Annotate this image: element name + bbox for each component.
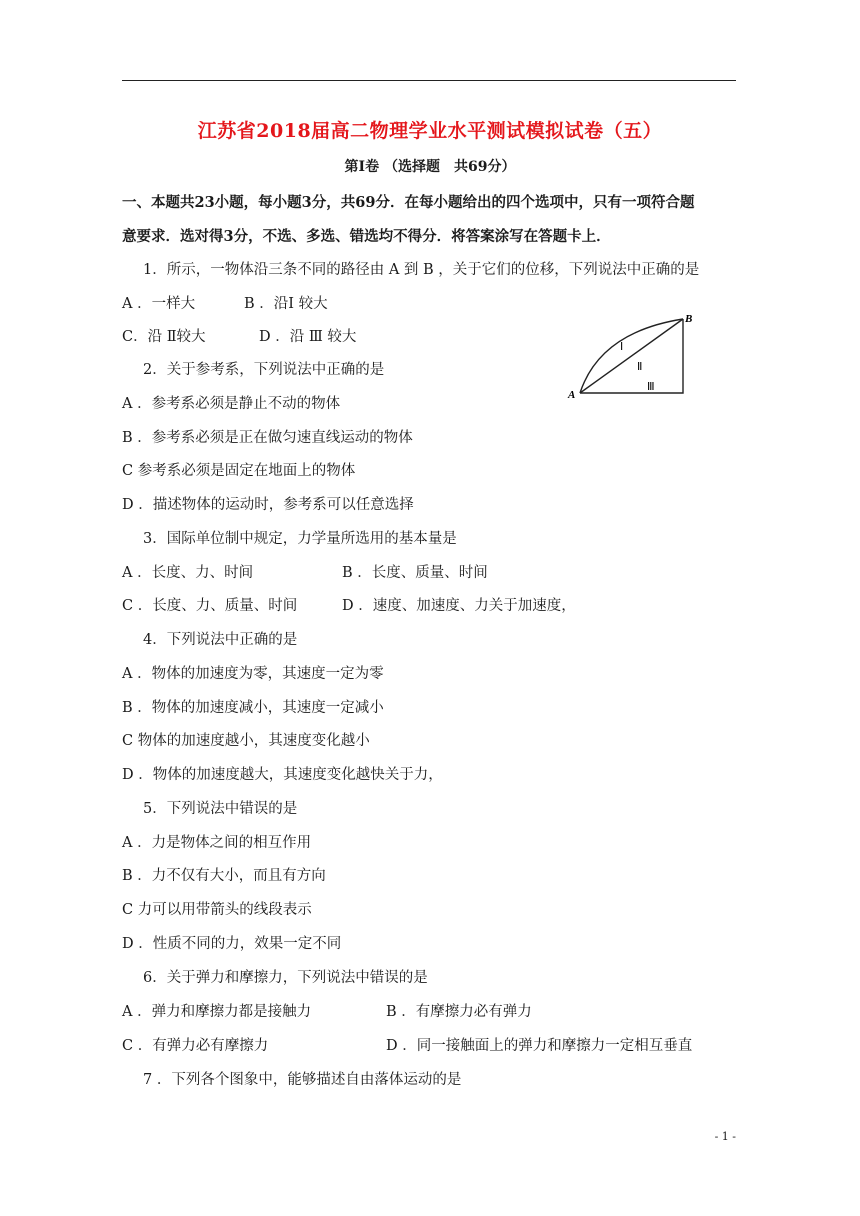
question-2-option-c: C 参考系必须是固定在地面上的物体	[122, 463, 356, 479]
question-4-stem: 4．下列说法中正确的是	[143, 632, 298, 648]
question-3-option-d: D ．速度、加速度、力关于加速度，	[342, 598, 576, 614]
path-diagram-svg	[566, 312, 702, 402]
path-3-label: Ⅲ	[647, 381, 655, 393]
question-4-option-d: D ．物体的加速度越大，其速度变化越快关于力，	[122, 767, 443, 783]
question-1-option-b: B ．沿Ⅰ 较大	[244, 296, 328, 312]
question-3-option-c: C ．长度、力、质量、时间	[122, 598, 298, 614]
path-2-label: Ⅱ	[637, 361, 643, 373]
question-1-option-c: C．沿 Ⅱ较大	[122, 329, 206, 345]
question-3-option-b: B ．长度、质量、时间	[342, 565, 488, 581]
question-5-option-a: A ．力是物体之间的相互作用	[122, 835, 312, 851]
question-6-option-d: D ．同一接触面上的弹力和摩擦力一定相互垂直	[386, 1038, 693, 1054]
question-6-option-b: B ．有摩擦力必有弹力	[386, 1004, 532, 1020]
question-2-stem: 2．关于参考系，下列说法中正确的是	[143, 362, 385, 378]
document-title: 江苏省2018届高二物理学业水平测试模拟试卷（五）	[197, 120, 663, 142]
question-4-option-b: B ．物体的加速度减小，其速度一定减小	[122, 700, 384, 716]
question-5-option-d: D ．性质不同的力，效果一定不同	[122, 936, 342, 952]
question-5-option-c: C 力可以用带箭头的线段表示	[122, 902, 312, 918]
section-subtitle: 第Ⅰ卷 （选择题 共69分）	[344, 159, 516, 175]
question-2-option-d: D ．描述物体的运动时，参考系可以任意选择	[122, 497, 414, 513]
question-5-option-b: B ．力不仅有大小，而且有方向	[122, 868, 326, 884]
instructions-line-2: 意要求．选对得3分，不选、多选、错选均不得分．将答案涂写在答题卡上．	[122, 228, 611, 245]
question-6-option-a: A ．弹力和摩擦力都是接触力	[122, 1004, 312, 1020]
question-4-option-c: C 物体的加速度越小，其速度变化越小	[122, 733, 370, 749]
question-2-option-b: B ．参考系必须是正在做匀速直线运动的物体	[122, 430, 413, 446]
question-7-stem: 7 ．下列各个图象中，能够描述自由落体运动的是	[143, 1072, 462, 1088]
question-6-option-c: C ．有弹力必有摩擦力	[122, 1038, 269, 1054]
point-b-label: B	[685, 313, 693, 325]
question-4-option-a: A ．物体的加速度为零，其速度一定为零	[122, 666, 384, 682]
question-2-option-a: A ．参考系必须是静止不动的物体	[122, 396, 341, 412]
header-rule	[122, 80, 736, 81]
question-1-option-d: D ．沿 Ⅲ 较大	[259, 329, 357, 345]
path-line-2	[580, 319, 683, 393]
page-number: - 1 -	[714, 1130, 736, 1143]
question-3-stem: 3．国际单位制中规定，力学量所选用的基本量是	[143, 531, 457, 547]
question-1-option-a: A ．一样大	[122, 296, 196, 312]
question-5-stem: 5．下列说法中错误的是	[143, 801, 298, 817]
question-3-option-a: A ．长度、力、时间	[122, 565, 254, 581]
question-6-stem: 6．关于弹力和摩擦力，下列说法中错误的是	[143, 970, 428, 986]
instructions-line-1: 一、本题共23小题，每小题3分，共69分．在每小题给出的四个选项中，只有一项符合题	[122, 194, 695, 211]
point-a-label: A	[568, 389, 576, 401]
path-1-label: Ⅰ	[620, 341, 624, 353]
question-1-stem: 1．所示，一物体沿三条不同的路径由 A 到 B ，关于它们的位移，下列说法中正确的是	[143, 262, 700, 278]
path-diagram	[566, 312, 702, 402]
